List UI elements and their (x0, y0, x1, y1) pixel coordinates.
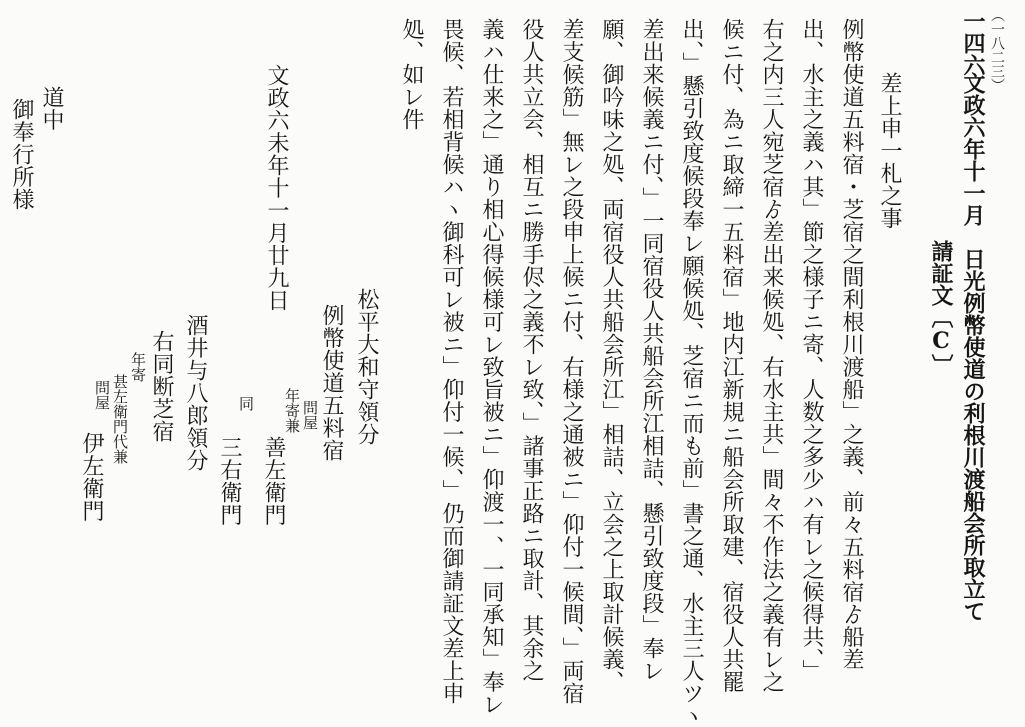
signatory-same-mark: 同 (237, 396, 255, 411)
body-line: 義ハ仕来之」通り相心得候様可レ致旨被ニ」仰渡一、一同承知」奉レ (479, 18, 504, 716)
body-heading: 差上申一札之事 (877, 72, 902, 230)
body-line: 差出来候義ニ付、」一同宿役人共船会所江相詰、懸引致度段」奉レ (639, 18, 664, 682)
signatory-role: 年寄 (129, 352, 147, 382)
body-line: 畏候、若相背候ハヽ御科可レ被ニ」仰付一候、」仍而御請証文差上申 (439, 18, 464, 705)
signatory-role: 甚左衛門代兼 (111, 374, 129, 464)
doc-number: 一四六 (960, 10, 986, 76)
signatory-role: 問屋 (301, 400, 319, 430)
signatory-name: 三右衛門 (217, 436, 242, 526)
body-line: 右之内三人宛芝宿ゟ差出来候処、右水主共」間々不作法之義有レ之 (759, 18, 784, 693)
signatory-role: 年寄兼 (283, 388, 301, 433)
body-line: 役人共立会、相互ニ勝手侭之義不レ致、」諸事正路ニ取計、其余之 (519, 18, 544, 682)
signatory-name: 善左衛門 (261, 436, 286, 526)
body-line: 候ニ付、為ニ取締一五料宿」地内江新規ニ船会所取建、宿役人共罷 (719, 18, 744, 693)
addressee-line: 御奉行所様 (9, 98, 34, 211)
signatory-name: 伊左衛門 (79, 432, 104, 522)
year-note: （一八二三） (989, 8, 1005, 92)
body-line: 例幣使道五料宿・芝宿之間利根川渡船」之義、前々五料宿ゟ船差 (839, 18, 864, 671)
date-line: 文政六未年十一月廿九日 (264, 64, 289, 312)
signatory-post-town: 右同断芝宿 (149, 330, 174, 443)
body-line: 出、」懸引致度候段奉レ願候処、芝宿ニ而も前」書之通、水主三人ツヽ (679, 18, 704, 727)
signatory-domain: 酒井与八郎領分 (183, 314, 208, 472)
addressee-line: 道中 (39, 86, 64, 131)
signatory-post-town: 例幣使道五料宿 (319, 304, 344, 462)
signatory-role: 問屋 (93, 380, 111, 410)
document-subtitle: 請証文〔C〕 (928, 240, 954, 376)
document-title: 文政六年十一月 日光例幣使道の利根川渡船会所取立て (960, 72, 986, 622)
body-line: 処、如レ件 (399, 18, 424, 131)
body-line: 願、御吟味之処、両宿役人共船会所江」相詰、立会之上取計候義、 (599, 18, 624, 693)
body-line: 差支候筋」無レ之段申上候ニ付、右様之通被ニ」仰付一候間、」両宿 (559, 18, 584, 705)
signatory-domain: 松平大和守領分 (354, 288, 379, 446)
body-line: 出、水主之義ハ其」節之様子ニ寄、人数之多少ハ有レ之候得共、」 (799, 18, 824, 682)
